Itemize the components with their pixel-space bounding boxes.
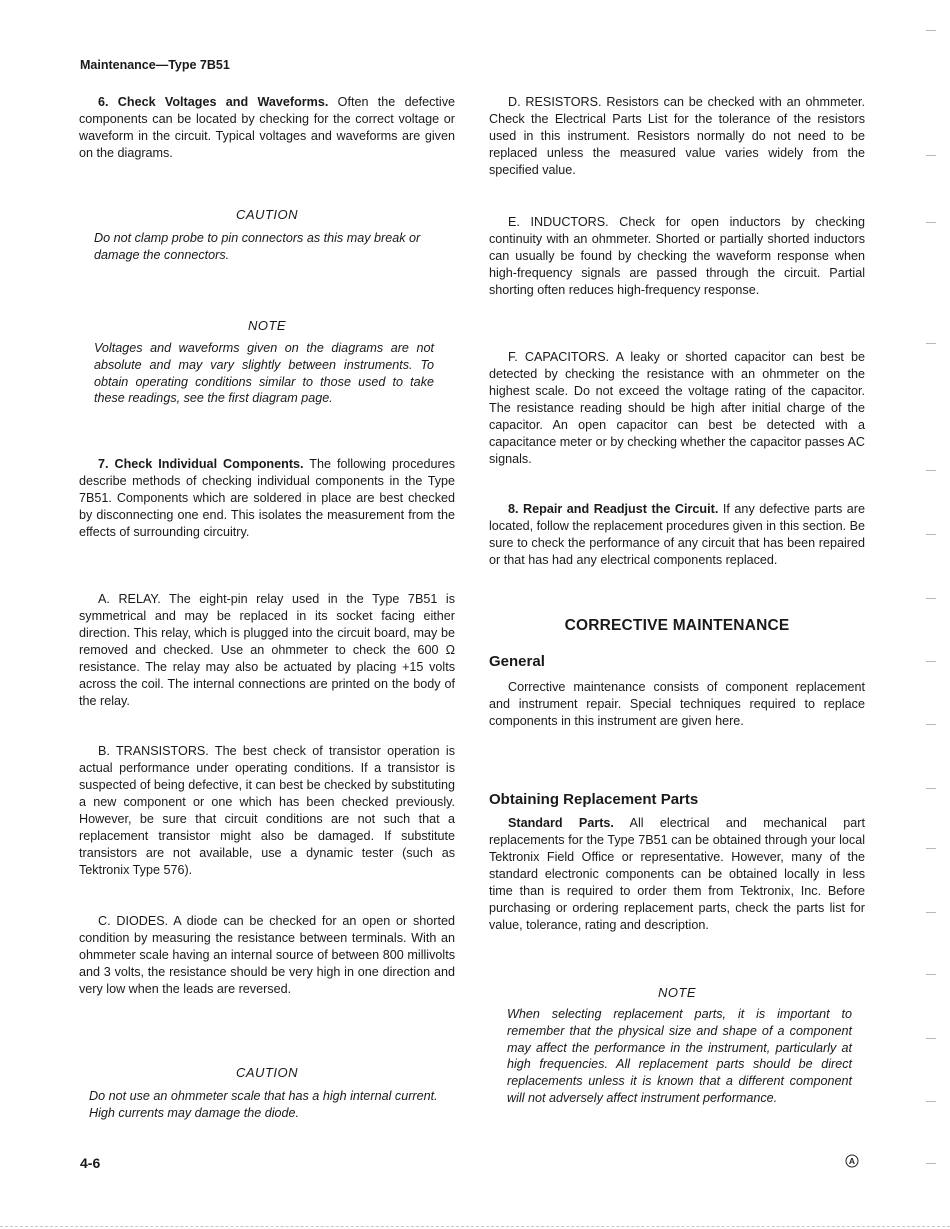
edge-mark	[926, 222, 936, 223]
general-paragraph: Corrective maintenance consists of component replacement and instrument repair. Special techniques required to replace components in this instrument are given here.	[489, 680, 865, 728]
edge-mark	[926, 470, 936, 471]
page-number: 4-6	[80, 1155, 101, 1171]
check-voltages-paragraph	[79, 94, 455, 162]
caution-1-title: CAUTION	[236, 207, 298, 222]
repair-lead: 8. Repair and Readjust the Circuit.	[508, 502, 719, 516]
transistors-paragraph: B. TRANSISTORS. The best check of transistor operation is actual performance under operating conditions. If a transistor is suspected of being defective, it can best be checked by substituting a new component or one which has been checked previously. However, be sure that circuit conditions are not such that a replacement transistor might also be damaged. If substitute transistors are not available, use a dynamic tester (such as Tektronix Type 576).	[79, 744, 455, 877]
revision-letter: A	[848, 1156, 856, 1166]
edge-mark	[926, 1038, 936, 1039]
note-2-title: NOTE	[657, 985, 697, 1000]
edge-mark	[926, 1163, 936, 1164]
check-voltages-lead: 6. Check Voltages and Waveforms.	[98, 95, 329, 109]
running-head: Maintenance—Type 7B51	[80, 58, 230, 72]
edge-mark	[926, 724, 936, 725]
standard-parts-lead: Standard Parts.	[508, 816, 614, 830]
repair-paragraph	[489, 501, 865, 569]
repair-text: If any defective parts are located, follow the replacement procedures given in this section. Be sure to check the performance of any circuit that has been repaired or that has had any electrical components replaced.	[489, 502, 866, 567]
edge-mark	[926, 1101, 936, 1102]
diodes-paragraph: C. DIODES. A diode can be checked for an open or shorted condition by measuring the resistance between terminals. With an ohmmeter scale having an internal source of between 800 millivolts and 3 volts, the resistance should be very high in one direction and very low when the leads are reversed.	[79, 914, 455, 996]
check-components-paragraph	[79, 456, 455, 541]
edge-mark	[926, 534, 936, 535]
inductors-paragraph: E. INDUCTORS. Check for open inductors by checking continuity with an ohmmeter. Shorted or partially shorted inductors can usually be found by checking the waveform response when high-frequency signals are passed through the circuit. Partial shorting often reduces high-frequency response.	[489, 215, 865, 297]
edge-mark	[926, 30, 936, 31]
general-heading: General	[489, 653, 545, 670]
edge-mark	[926, 343, 936, 344]
check-voltages-text: Often the defective components can be located by checking for the correct voltage or waveform in the circuit. Typical voltages and waveforms are given on the diagrams.	[79, 95, 455, 160]
caution-2-body: Do not use an ohmmeter scale that has a high internal current. High currents may damage the diode.	[89, 1089, 438, 1120]
scan-edge-marks	[910, 0, 950, 1229]
standard-parts-text: All electrical and mechanical part replacements for the Type 7B51 can be obtained through your local Tektronix Field Office or representative. However, many of the standard electronic components can be obtained locally in less time than is required to order them from Tektronix, Inc. Before purchasing or ordering replacement parts, check the parts list for value, tolerance, rating and description.	[489, 816, 865, 932]
capacitors-paragraph: F. CAPACITORS. A leaky or shorted capacitor can best be detected by checking the resistance with an ohmmeter on the highest scale. Do not exceed the voltage rating of the capacitor. The resistance reading should be high after initial charge of the capacitor. An open capacitor can best be detected with a capacitance meter or by checking whether the capacitor passes AC signals.	[489, 350, 865, 466]
note-1-body: Voltages and waveforms given on the diagrams are not absolute and may vary slightly between instruments. To obtain operating conditions similar to those used to take these readings, see the first diagram page.	[94, 341, 434, 406]
edge-mark	[926, 788, 936, 789]
edge-mark	[926, 974, 936, 975]
edge-mark	[926, 598, 936, 599]
standard-parts-paragraph	[489, 815, 865, 934]
resistors-paragraph: D. RESISTORS. Resistors can be checked with an ohmmeter. Check the Electrical Parts List for the tolerance of the resistors used in this instrument. Resistors normally do not need to be replaced unless the measured value varies widely from the specified value.	[489, 95, 865, 177]
scan-bottom-rule	[0, 1226, 950, 1228]
caution-1-body: Do not clamp probe to pin connectors as this may break or damage the connectors.	[94, 231, 421, 262]
obtaining-parts-heading: Obtaining Replacement Parts	[489, 791, 699, 808]
check-components-text: The following procedures describe methods of checking individual components in the Type 7B51. Components which are soldered in place are best checked by disconnecting one end. This isolates the measurement from the effects of surrounding circuitry.	[79, 457, 455, 539]
note-2-body: When selecting replacement parts, it is important to remember that the physical size and shape of a component may affect the performance in the instrument, particularly at high frequencies. All replacement parts should be direct replacements unless it is known that a different component will not adversely affect instrument performance.	[507, 1007, 852, 1105]
edge-mark	[926, 155, 936, 156]
edge-mark	[926, 848, 936, 849]
revision-circle-a-icon	[845, 1154, 859, 1168]
caution-2-title: CAUTION	[236, 1065, 298, 1080]
edge-mark	[926, 661, 936, 662]
corrective-maintenance-title: CORRECTIVE MAINTENANCE	[564, 617, 790, 634]
edge-mark	[926, 912, 936, 913]
relay-paragraph: A. RELAY. The eight-pin relay used in the Type 7B51 is symmetrical and may be replaced in its socket facing either direction. This relay, which is plugged into the circuit board, may be removed and checked. Use an ohmmeter to check the 600 Ω resistance. The relay may also be actuated by placing +15 volts across the coil. The internal connections are printed on the body of the relay.	[79, 592, 455, 708]
note-1-title: NOTE	[247, 318, 287, 333]
check-components-lead: 7. Check Individual Components.	[98, 457, 304, 471]
